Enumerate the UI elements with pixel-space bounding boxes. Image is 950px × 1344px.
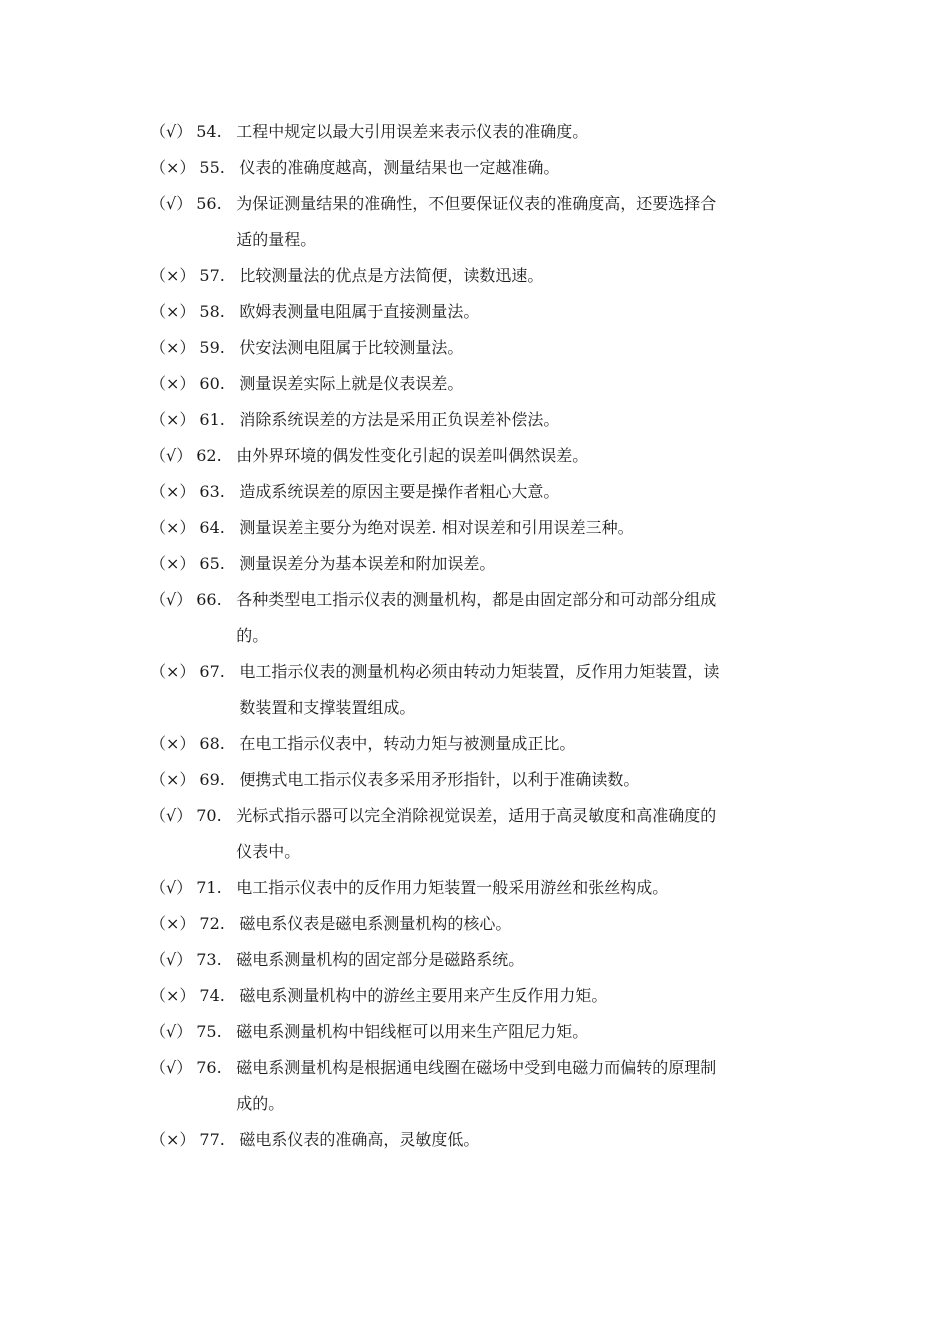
answer-mark: （×） [150,410,196,429]
question-item [150,906,820,942]
question-text [239,330,820,366]
answer-mark: （×） [150,302,196,321]
question-item [150,150,820,186]
question-prefix [150,870,236,906]
answer-mark: （√） [150,446,193,465]
question-text-line: 欧姆表测量电阻属于直接测量法。 [239,302,480,321]
question-item [150,870,820,906]
question-number: 67. [199,662,225,681]
answer-mark: （×） [150,1130,196,1149]
question-text [239,258,820,294]
question-prefix [150,438,236,474]
question-prefix [150,798,236,834]
question-number: 76. [196,1058,222,1077]
question-text [239,906,820,942]
answer-mark: （×） [150,986,196,1005]
question-text [236,438,820,474]
answer-mark: （√） [150,1058,193,1077]
question-number: 60. [199,374,225,393]
question-list [150,114,820,1158]
question-text-line: 便携式电工指示仪表多采用矛形指针，以利于准确读数。 [239,770,640,789]
question-number: 56. [196,194,222,213]
question-number: 64. [199,518,225,537]
question-text-line: 消除系统误差的方法是采用正负误差补偿法。 [239,410,560,429]
question-prefix [150,510,239,546]
question-text [236,870,820,906]
question-text [239,546,820,582]
question-text [239,762,820,798]
question-text-line: 磁电系测量机构中铝线框可以用来生产阻尼力矩。 [236,1022,589,1041]
question-text [236,798,820,870]
question-text-line: 比较测量法的优点是方法简便，读数迅速。 [239,266,544,285]
question-prefix [150,114,236,150]
question-prefix [150,762,239,798]
question-prefix [150,546,239,582]
question-number: 58. [199,302,225,321]
answer-mark: （×） [150,770,196,789]
question-text-continuation: 仪表中。 [236,842,301,861]
answer-mark: （×） [150,158,196,177]
question-item [150,978,820,1014]
question-prefix [150,654,239,690]
question-text-line: 电工指示仪表的测量机构必须由转动力矩装置，反作用力矩装置，读 [239,662,720,681]
question-item [150,546,820,582]
question-text-line: 磁电系测量机构是根据通电线圈在磁场中受到电磁力而偏转的原理制 [236,1058,717,1077]
question-item [150,510,820,546]
question-text-line: 伏安法测电阻属于比较测量法。 [239,338,464,357]
question-text [239,150,820,186]
question-text-line: 由外界环境的偶发性变化引起的误差叫偶然误差。 [236,446,589,465]
question-number: 70. [196,806,222,825]
question-item [150,1014,820,1050]
question-prefix [150,1122,239,1158]
answer-mark: （√） [150,590,193,609]
answer-mark: （×） [150,734,196,753]
question-number: 72. [199,914,225,933]
question-text [239,978,820,1014]
question-text-continuation: 的。 [236,626,269,645]
question-text [239,474,820,510]
question-text-line: 测量误差主要分为绝对误差. 相对误差和引用误差三种。 [239,518,634,537]
question-number: 65. [199,554,225,573]
question-text [239,510,820,546]
question-text [236,1050,820,1122]
question-text-line: 测量误差实际上就是仪表误差。 [239,374,464,393]
question-number: 66. [196,590,222,609]
question-item [150,258,820,294]
question-number: 63. [199,482,225,501]
question-text-line: 造成系统误差的原因主要是操作者粗心大意。 [239,482,560,501]
question-text [239,366,820,402]
question-prefix [150,186,236,222]
answer-mark: （×） [150,338,196,357]
question-item [150,294,820,330]
answer-mark: （×） [150,482,196,501]
question-item [150,726,820,762]
question-number: 77. [199,1130,225,1149]
question-item [150,582,820,654]
question-item [150,186,820,258]
answer-mark: （√） [150,950,193,969]
question-number: 71. [196,878,222,897]
question-prefix [150,474,239,510]
question-prefix [150,330,239,366]
question-item [150,114,820,150]
question-prefix [150,150,239,186]
question-text [239,294,820,330]
question-prefix [150,582,236,618]
question-text-line: 各种类型电工指示仪表的测量机构，都是由固定部分和可动部分组成 [236,590,717,609]
question-prefix [150,294,239,330]
question-prefix [150,978,239,1014]
question-text-line: 工程中规定以最大引用误差来表示仪表的准确度。 [236,122,589,141]
question-text-line: 磁电系仪表的准确高，灵敏度低。 [239,1130,480,1149]
question-text [239,402,820,438]
answer-mark: （√） [150,194,193,213]
answer-mark: （×） [150,914,196,933]
question-item [150,1122,820,1158]
question-number: 57. [199,266,225,285]
question-item [150,762,820,798]
question-text-line: 磁电系仪表是磁电系测量机构的核心。 [239,914,512,933]
answer-mark: （×） [150,662,196,681]
answer-mark: （√） [150,1022,193,1041]
question-item [150,654,820,726]
question-prefix [150,942,236,978]
question-text [236,186,820,258]
question-number: 69. [199,770,225,789]
answer-mark: （√） [150,122,193,141]
question-number: 75. [196,1022,222,1041]
answer-mark: （×） [150,374,196,393]
question-item [150,366,820,402]
question-prefix [150,1050,236,1086]
question-prefix [150,258,239,294]
question-prefix [150,906,239,942]
question-prefix [150,366,239,402]
question-number: 59. [199,338,225,357]
question-text-continuation: 成的。 [236,1094,285,1113]
answer-mark: （×） [150,266,196,285]
question-text-line: 仪表的准确度越高，测量结果也一定越准确。 [239,158,560,177]
answer-mark: （√） [150,878,193,897]
question-text-line: 光标式指示器可以完全消除视觉误差，适用于高灵敏度和高准确度的 [236,806,717,825]
question-text [236,942,820,978]
question-number: 73. [196,950,222,969]
question-number: 61. [199,410,225,429]
question-prefix [150,1014,236,1050]
question-item [150,438,820,474]
question-number: 54. [196,122,222,141]
question-text-continuation: 适的量程。 [236,230,317,249]
question-number: 68. [199,734,225,753]
question-text [239,1122,820,1158]
answer-mark: （×） [150,518,196,537]
question-number: 74. [199,986,225,1005]
question-item [150,330,820,366]
question-text [236,1014,820,1050]
question-text-line: 磁电系测量机构中的游丝主要用来产生反作用力矩。 [239,986,608,1005]
question-item [150,402,820,438]
question-text [236,114,820,150]
question-text-continuation: 数装置和支撑装置组成。 [239,698,416,717]
question-text-line: 测量误差分为基本误差和附加误差。 [239,554,496,573]
question-text-line: 电工指示仪表中的反作用力矩装置一般采用游丝和张丝构成。 [236,878,669,897]
question-text-line: 磁电系测量机构的固定部分是磁路系统。 [236,950,525,969]
question-text [236,582,820,654]
question-prefix [150,402,239,438]
question-item [150,1050,820,1122]
question-text-line: 为保证测量结果的准确性，不但要保证仪表的准确度高，还要选择合 [236,194,717,213]
question-text-line: 在电工指示仪表中，转动力矩与被测量成正比。 [239,734,576,753]
question-number: 62. [196,446,222,465]
question-item [150,942,820,978]
question-number: 55. [199,158,225,177]
question-item [150,798,820,870]
question-text [239,654,820,726]
question-prefix [150,726,239,762]
answer-mark: （√） [150,806,193,825]
question-item [150,474,820,510]
answer-mark: （×） [150,554,196,573]
question-text [239,726,820,762]
